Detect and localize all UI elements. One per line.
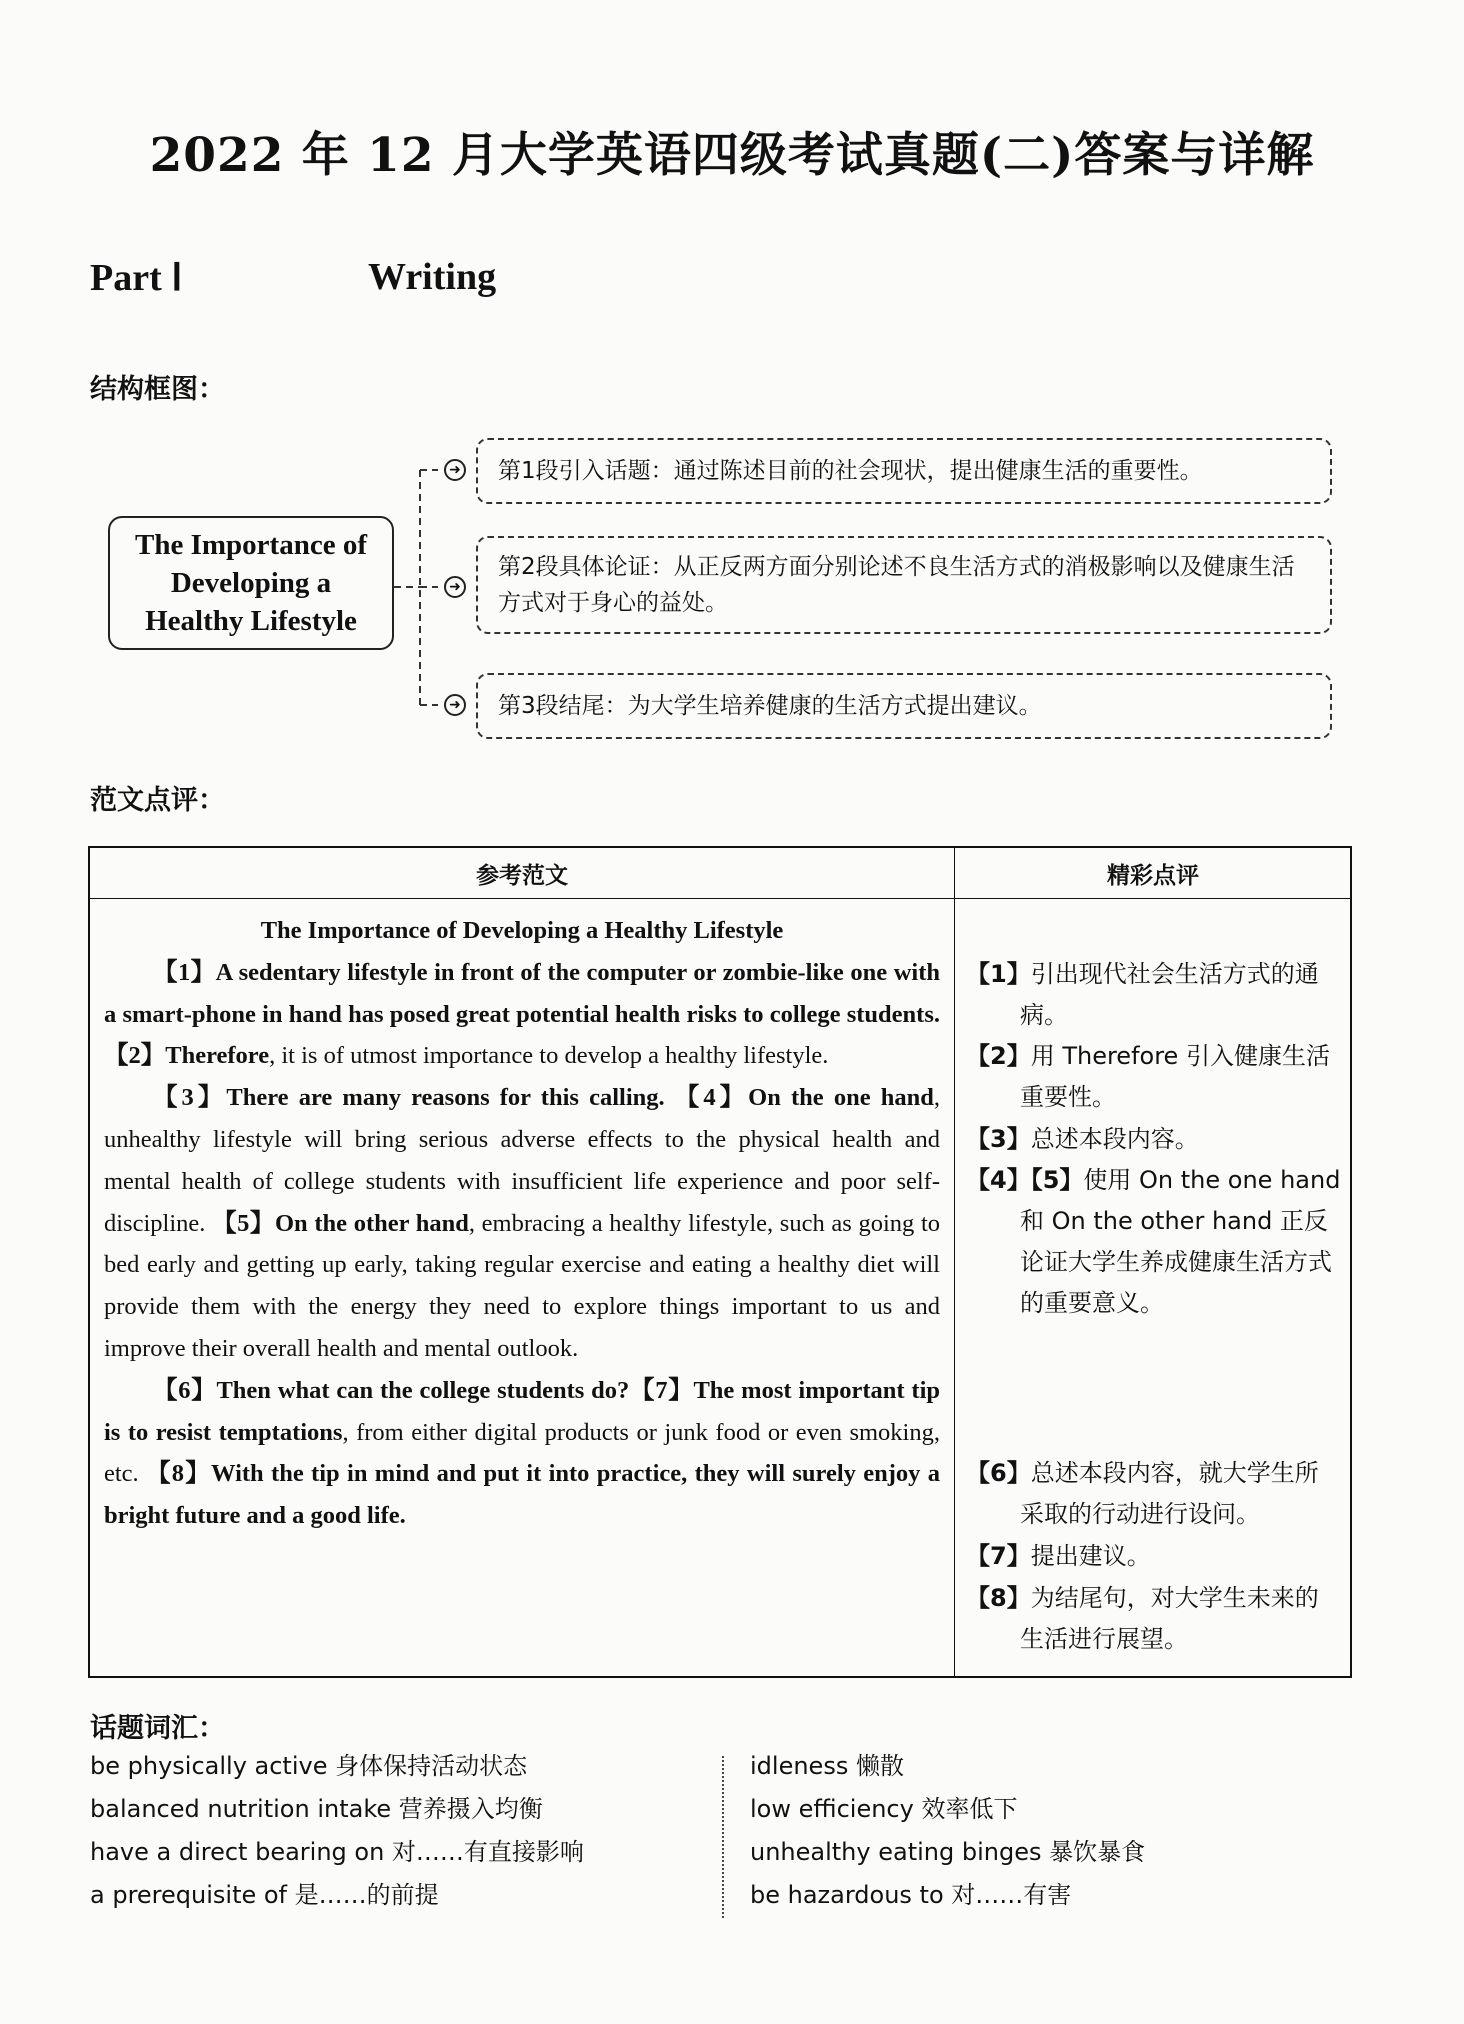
- review-table: [88, 846, 1352, 1678]
- vocab-item: be hazardous to 对……有害: [750, 1881, 1072, 1909]
- essay-paragraph-3: 【6】Then what can the college students do?【7】The most important tip is to resist temptations, from either digital products or junk food or even smoking, etc. 【8】With the tip in mind and put it into practice, they will surely enjoy a bright future and a good life.: [104, 1376, 941, 1530]
- diagram-connectors: [390, 440, 480, 740]
- comment-2: 【2】用 Therefore 引入健康生活重要性。: [966, 1042, 1330, 1111]
- comment-7: 【7】提出建议。: [966, 1542, 1151, 1570]
- vocab-item: a prerequisite of 是……的前提: [90, 1881, 439, 1909]
- part-label: Part Ⅰ: [90, 257, 183, 299]
- main-topic-line: Developing a: [170, 567, 332, 599]
- arrow-circle-icon: ➜: [444, 576, 466, 598]
- sample-essay: [104, 910, 940, 1537]
- main-topic-line: Healthy Lifestyle: [145, 605, 357, 637]
- vocab-item: unhealthy eating binges 暴饮暴食: [750, 1838, 1146, 1866]
- column-header-comments: 精彩点评: [1107, 862, 1199, 889]
- vocab-item: idleness 懒散: [750, 1752, 904, 1780]
- main-topic-line: The Importance of: [135, 529, 367, 561]
- structure-heading: 结构框图：: [90, 374, 225, 405]
- diagram-branch-2: 第2段具体论证：从正反两方面分别论述不良生活方式的消极影响以及健康生活方式对于身心的益处。: [476, 536, 1332, 634]
- comment-3: 【3】总述本段内容。: [966, 1125, 1199, 1153]
- diagram-branch-3: 第3段结尾：为大学生培养健康的生活方式提出建议。: [476, 673, 1332, 739]
- arrow-circle-icon: ➜: [444, 694, 466, 716]
- part-name: Writing: [368, 256, 497, 298]
- essay-paragraph-1: 【1】A sedentary lifestyle in front of the computer or zombie-like one with a smart-phone in hand has posed great potential health risks to college students. 【2】Therefore, it is of utmost importance to develop a healthy lifestyle.: [104, 958, 940, 1070]
- comment-8: 【8】为结尾句，对大学生未来的生活进行展望。: [966, 1584, 1319, 1653]
- comment-4-5: 【4】【5】使用 On the one hand 和 On the other hand 正反论证大学生养成健康生活方式的重要意义。: [966, 1166, 1341, 1317]
- page-title: 2022 年 12 月大学英语四级考试真题(二)答案与详解: [149, 128, 1315, 183]
- comment-6: 【6】总述本段内容，就大学生所采取的行动进行设问。: [966, 1459, 1319, 1528]
- diagram-branch-1: 第1段引入话题：通过陈述目前的社会现状，提出健康生活的重要性。: [476, 438, 1332, 504]
- vocab-heading: 话题词汇：: [90, 1713, 225, 1744]
- vocab-item: have a direct bearing on 对……有直接影响: [90, 1838, 584, 1866]
- essay-paragraph-2: 【3】There are many reasons for this calling. 【4】On the one hand, unhealthy lifestyle will bring serious adverse effects to the physical health and mental health of college students with insufficient life experience and poor self-discipline. 【5】On the other hand, embracing a healthy lifestyle, such as going to bed early and getting up early, taking regular exercise and eating a healthy diet will provide them with the energy they need to explore things important to us and improve their overall health and mental outlook.: [104, 1084, 941, 1362]
- review-heading: 范文点评：: [90, 785, 225, 816]
- vocab-list-left: [90, 1745, 584, 1917]
- essay-title: The Importance of Developing a Healthy Lifestyle: [260, 917, 784, 944]
- vocab-item: balanced nutrition intake 营养摄入均衡: [90, 1795, 543, 1823]
- vocab-item: be physically active 身体保持活动状态: [90, 1752, 528, 1780]
- column-header-essay: 参考范文: [476, 862, 568, 889]
- vocab-divider: [722, 1756, 724, 1918]
- comment-1: 【1】引出现代社会生活方式的通病。: [966, 960, 1319, 1029]
- vocab-item: low efficiency 效率低下: [750, 1795, 1018, 1823]
- arrow-circle-icon: ➜: [444, 459, 466, 481]
- diagram-main-topic: [108, 516, 394, 650]
- vocab-list-right: [750, 1745, 1145, 1917]
